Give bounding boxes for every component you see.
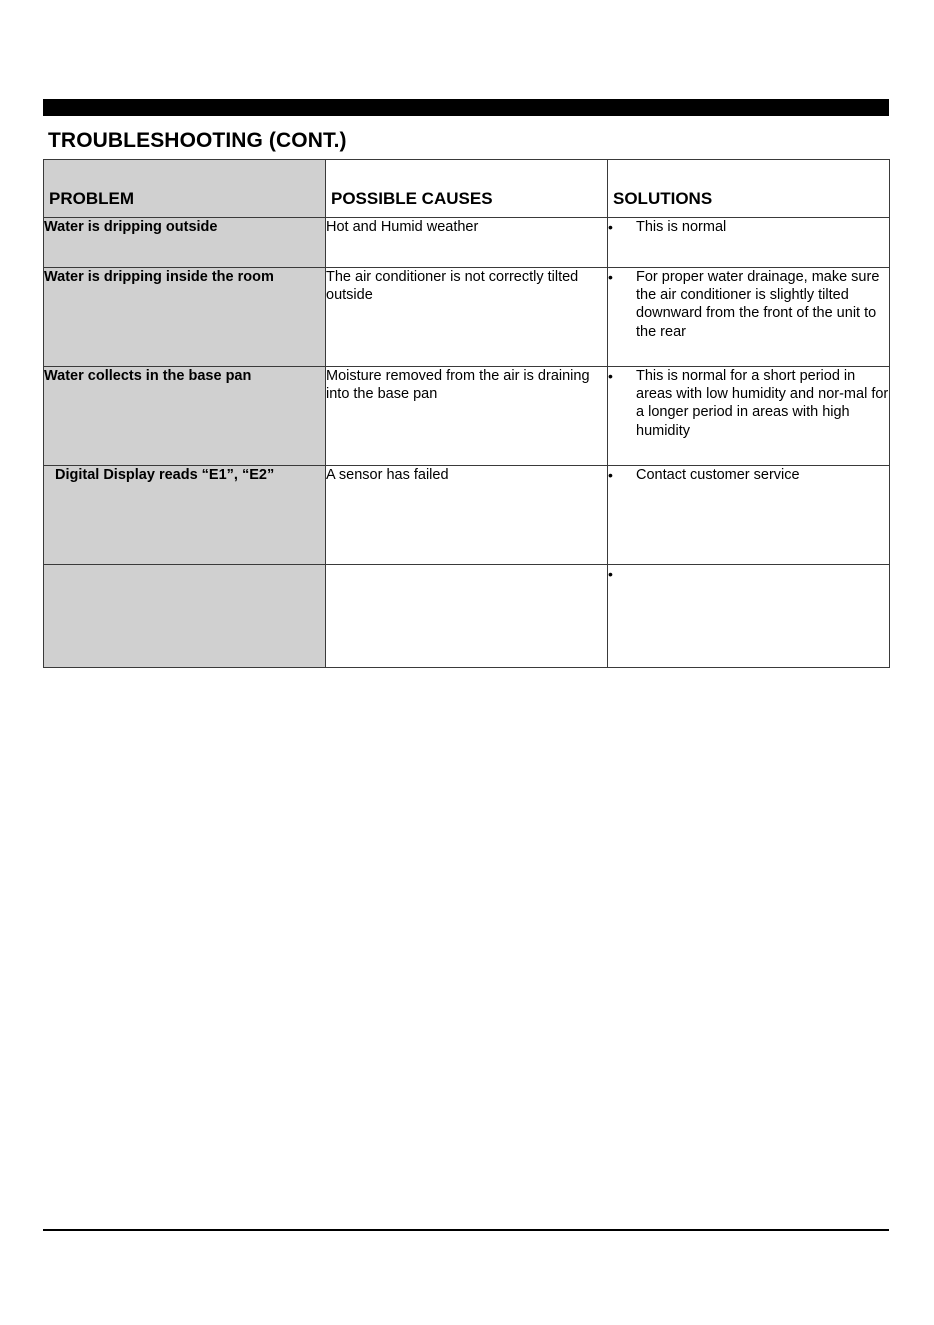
solution-item [608,268,889,341]
table-row [44,367,890,466]
bullet-icon: • [608,566,613,582]
table-row [44,466,890,565]
solution-cell [608,367,890,466]
solution-item [608,218,889,236]
solution-text: Contact customer service [636,467,800,483]
header-problem: PROBLEM [44,160,326,218]
solution-cell [608,466,890,565]
cause-cell: Moisture removed from the air is draining into the base pan [326,367,608,466]
solution-item [608,466,889,484]
cause-cell [326,565,608,668]
problem-cell: Water is dripping inside the room [44,268,326,367]
table-row [44,565,890,668]
problem-cell: Water collects in the base pan [44,367,326,466]
troubleshooting-table [43,159,890,668]
solution-text: For proper water drainage, make sure the air conditioner is slightly tilted downward from the front of the unit to the rear [636,269,880,340]
solution-cell [608,218,890,268]
solution-text [636,565,889,583]
bullet-icon: • [608,219,613,235]
problem-cell: Water is dripping outside [44,218,326,268]
header-solutions: SOLUTIONS [608,160,890,218]
top-header-bar [43,99,889,116]
solution-cell [608,565,890,668]
bullet-icon: • [608,467,613,483]
solution-item [608,565,889,583]
table-header-row [44,160,890,218]
bullet-icon: • [608,269,613,285]
cause-cell: The air conditioner is not correctly tilted outside [326,268,608,367]
solution-text: This is normal [636,219,727,235]
page-title: TROUBLESHOOTING (CONT.) [48,129,347,152]
problem-cell [44,565,326,668]
solution-text: This is normal for a short period in areas with low humidity and nor-mal for a longer period in areas with high humidity [636,368,889,439]
table-row [44,218,890,268]
bullet-icon: • [608,368,613,384]
footer-rule [43,1229,889,1231]
solution-item [608,367,889,440]
header-possible-causes: POSSIBLE CAUSES [326,160,608,218]
cause-cell: Hot and Humid weather [326,218,608,268]
table-row [44,268,890,367]
solution-cell [608,268,890,367]
problem-cell: Digital Display reads “E1”, “E2” [44,466,326,565]
cause-cell: A sensor has failed [326,466,608,565]
